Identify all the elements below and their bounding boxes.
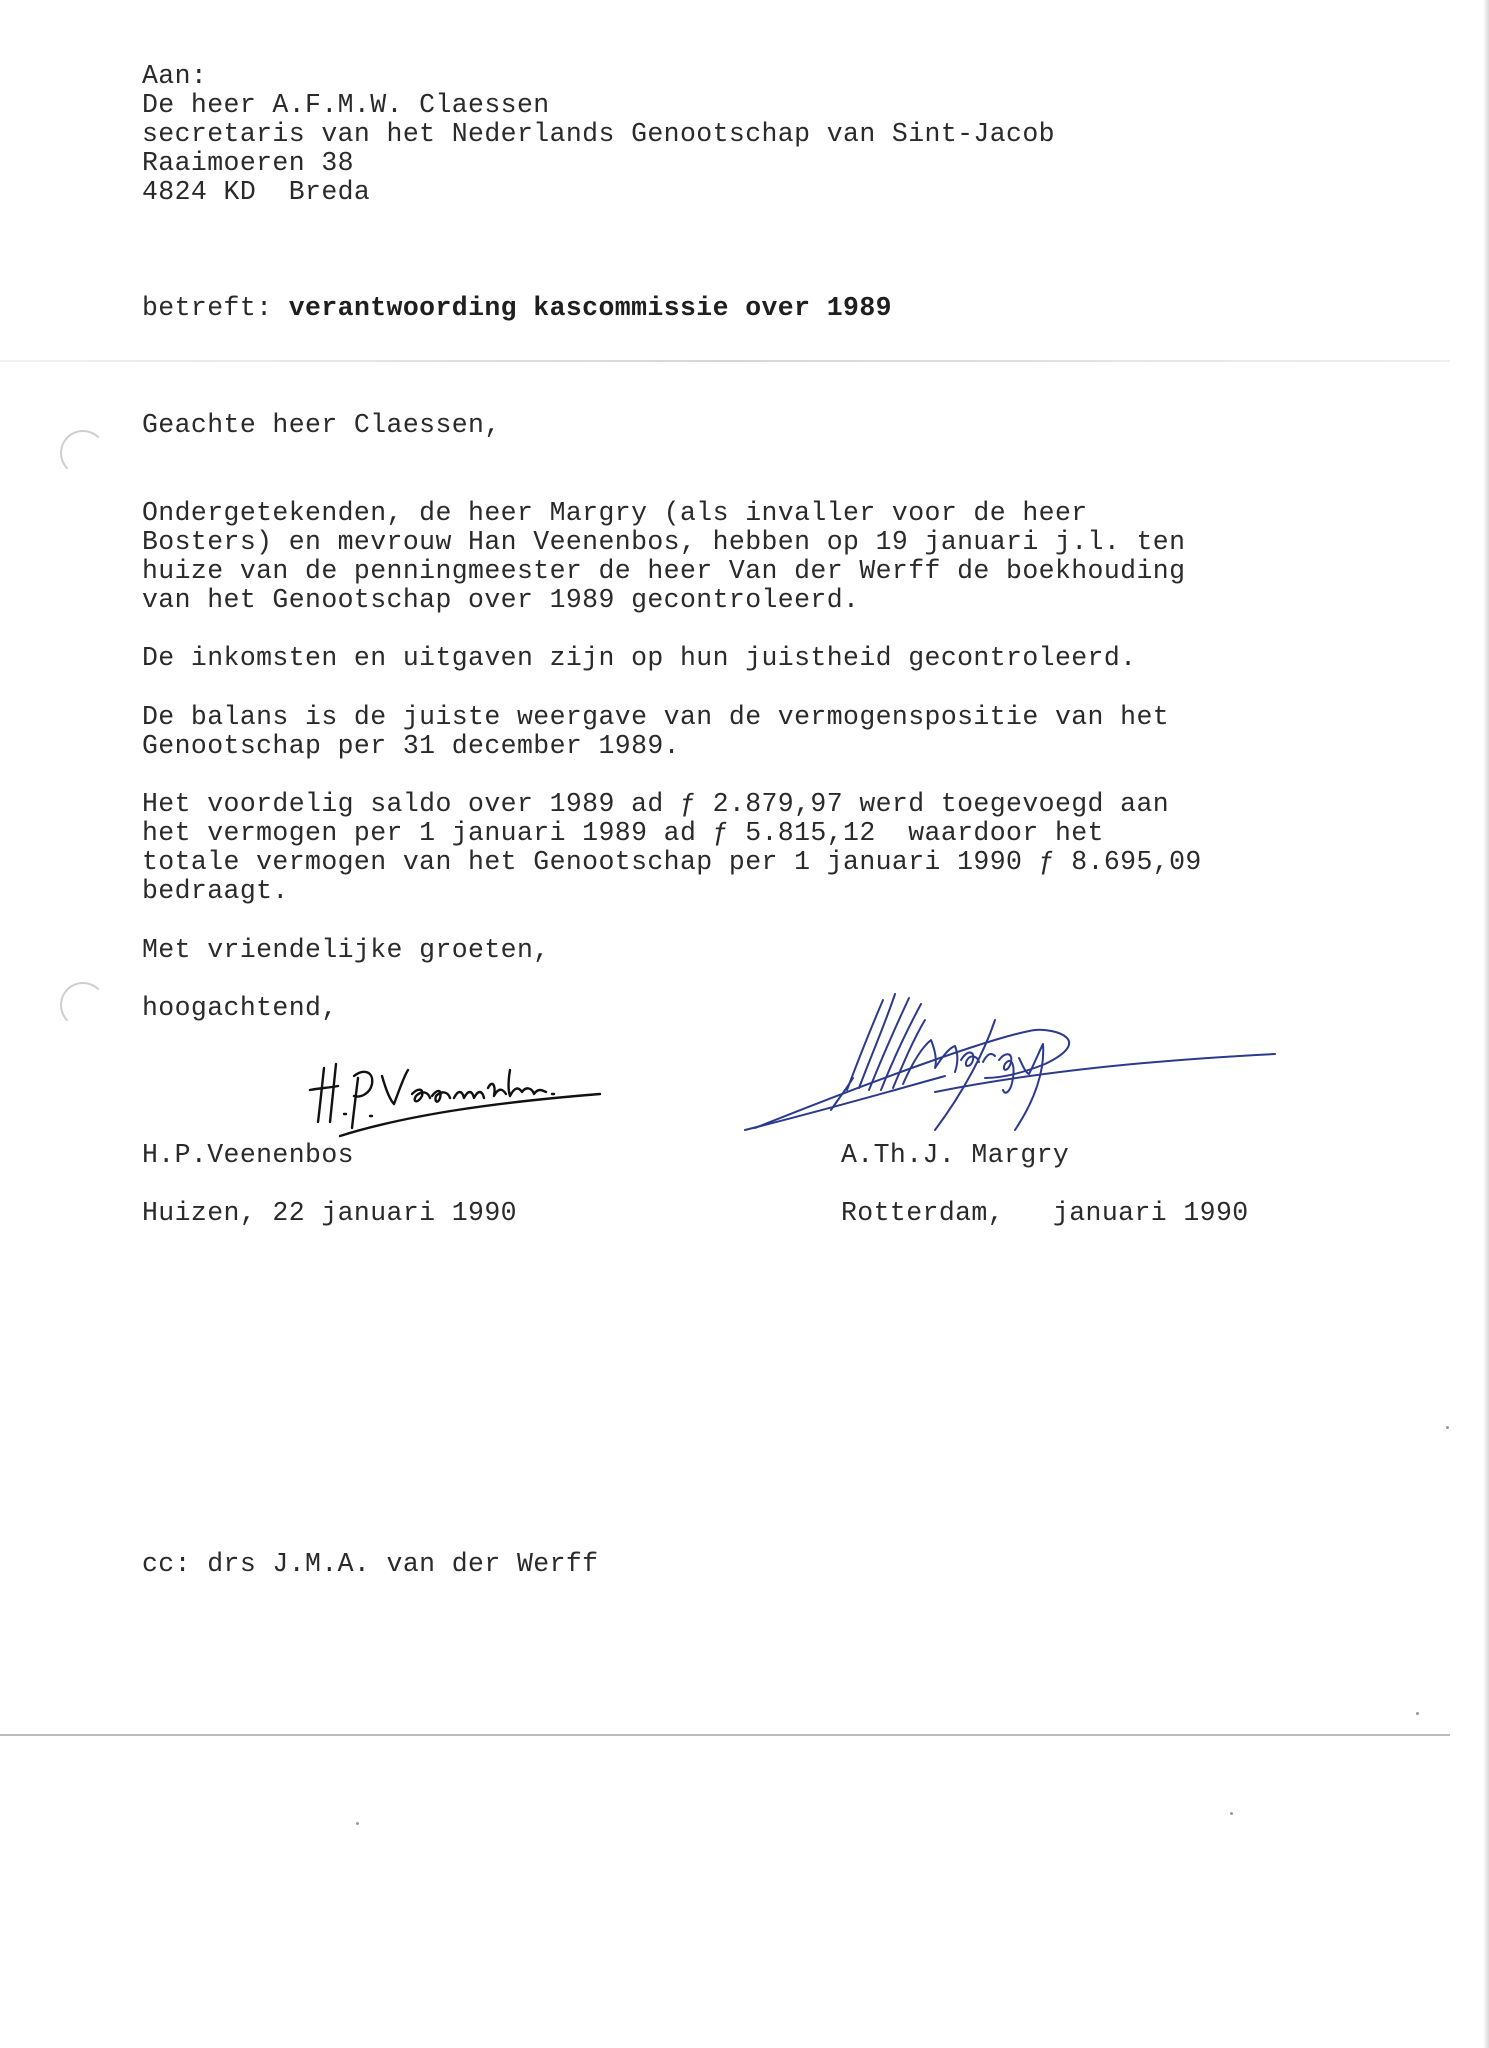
signatory-name-right: A.Th.J. Margry (841, 1140, 1070, 1170)
scan-speck (356, 1822, 359, 1825)
body-paragraph: De balans is de juiste weergave van de vermogenspositie van het Genootschap per 31 december 1989. (142, 702, 1170, 761)
salutation: Geachte heer Claessen, (142, 410, 501, 440)
address-line: De heer A.F.M.W. Claessen (142, 90, 550, 120)
scan-speck (1416, 1712, 1419, 1715)
place-date-right: Rotterdam, januari 1990 (841, 1198, 1249, 1228)
address-line: Aan: (142, 61, 208, 91)
scan-speck (1230, 1812, 1233, 1815)
punch-hole (60, 430, 106, 476)
address-line: secretaris van het Nederlands Genootschap van Sint-Jacob (142, 119, 1055, 149)
closing: Met vriendelijke groeten, (142, 935, 550, 965)
subject-label: betreft: (142, 293, 289, 323)
signatory-name-left: H.P.Veenenbos (142, 1140, 354, 1170)
signature-margry (735, 980, 1295, 1155)
fold-line (0, 360, 1450, 362)
page-bottom-edge (0, 1734, 1450, 1736)
subject-text: verantwoording kascommissie over 1989 (288, 293, 892, 323)
cc-line: cc: drs J.M.A. van der Werff (142, 1549, 599, 1579)
subject-line (142, 294, 892, 323)
regards: hoogachtend, (142, 993, 338, 1023)
address-line: 4824 KD Breda (142, 177, 371, 207)
signature-veenenbos (300, 1018, 620, 1138)
body-paragraph: Ondergetekenden, de heer Margry (als invaller voor de heer Bosters) en mevrouw Han Veenenbos, hebben op 19 januari j.l. ten huize van de penningmeester de heer Van der Werff de boekhouding van het Genootschap over 1989 gecontroleerd. (142, 498, 1186, 615)
address-line: Raaimoeren 38 (142, 148, 354, 178)
scan-speck (1446, 1426, 1449, 1429)
body-paragraph: De inkomsten en uitgaven zijn op hun juistheid gecontroleerd. (142, 643, 1137, 673)
place-date-left: Huizen, 22 januari 1990 (142, 1198, 517, 1228)
scan-edge (1483, 0, 1489, 2048)
recipient-address (142, 62, 1055, 207)
punch-hole (60, 982, 106, 1028)
body-paragraph: Het voordelig saldo over 1989 ad ƒ 2.879,97 werd toegevoegd aan het vermogen per 1 januari 1989 ad ƒ 5.815,12 waardoor het totale vermogen van het Genootschap per 1 januari 1990 ƒ 8.695,09 bedraagt. (142, 789, 1202, 906)
